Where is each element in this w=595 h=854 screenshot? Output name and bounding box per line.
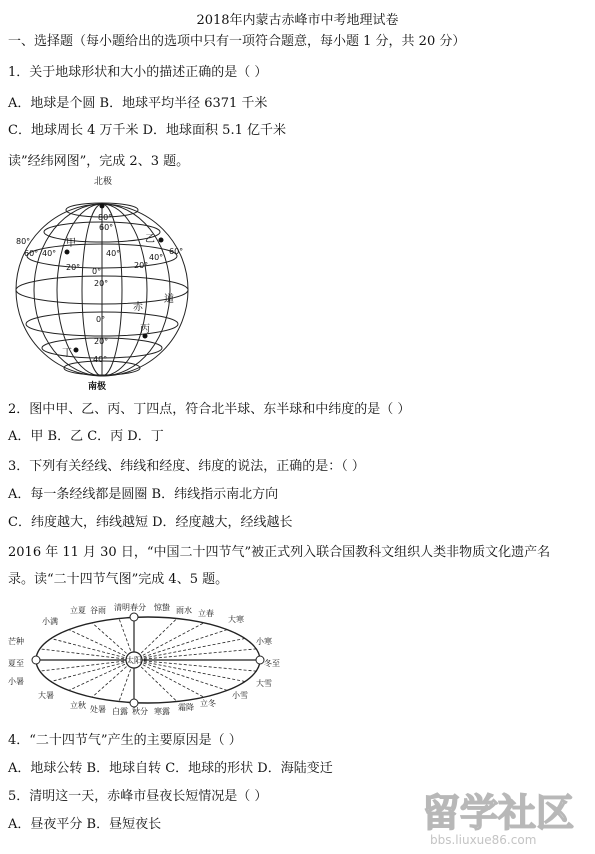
lat-label: 40°: [106, 249, 121, 258]
solar-term-label: 夏至: [8, 659, 24, 668]
solar-term-label: 立冬: [200, 699, 216, 708]
lat-label: 20°: [66, 263, 81, 272]
solar-terms-figure: [6, 600, 290, 722]
lat-label: 20°: [134, 261, 149, 270]
lat-label: 80°: [16, 237, 31, 246]
lat-label: 60°: [169, 247, 184, 256]
solar-term-label: 立秋: [70, 701, 86, 710]
solar-term-label: 清明: [114, 603, 130, 612]
solar-term-label: 小雪: [232, 691, 248, 700]
watermark-text: 留学社区: [422, 791, 575, 835]
latitude-longitude-globe-figure: [14, 172, 194, 394]
question-3-options-cd: C．纬度越大，纬线越短 D．经度越大，经线越长: [8, 515, 293, 530]
question-5-options: A．昼夜平分 B．昼短夜长: [8, 817, 162, 832]
solar-term-label: 冬至: [264, 659, 280, 668]
term-radial-line: [134, 660, 177, 702]
solar-term-label: 小寒: [256, 637, 272, 646]
term-radial-line: [134, 660, 204, 697]
term-radial-line: [134, 639, 245, 661]
north-pole-point: [100, 204, 105, 209]
equator-label: 道: [164, 294, 174, 305]
solar-term-label: 惊蛰: [154, 603, 170, 612]
equator-label: 赤: [133, 302, 143, 313]
point-label: 丙: [140, 324, 150, 335]
point-label: 丁: [62, 348, 72, 359]
lat-label: 60°: [24, 249, 39, 258]
intro-paragraph-line-2: 录。读“二十四节气图”完成 4、5 题。: [8, 572, 229, 587]
lat-label: 20°: [94, 279, 109, 288]
term-radial-line: [40, 660, 134, 671]
question-1-options-cd: C．地球周长 4 万千米 D．地球面积 5.1 亿千米: [8, 123, 286, 138]
lat-label: 60°: [99, 223, 114, 232]
solar-term-label: 白露: [112, 707, 128, 716]
solar-term-label: 寒露: [154, 707, 170, 716]
term-radial-line: [69, 660, 134, 690]
solar-term-label: 谷雨: [90, 606, 106, 615]
term-radial-line: [134, 623, 204, 660]
solar-term-label: 霜降: [178, 703, 194, 712]
term-radial-line: [134, 618, 177, 660]
lat-label: 80°: [98, 213, 113, 222]
north-pole-label: 北极: [94, 177, 113, 187]
solar-term-label: 芒种: [8, 637, 24, 646]
question-1: 1．关于地球形状和大小的描述正确的是（ ）: [8, 65, 268, 80]
point-label: 甲: [66, 238, 76, 249]
lon-label: 0°: [92, 267, 102, 276]
page-title: 2018年内蒙古赤峰市中考地理试卷: [196, 13, 399, 28]
lat-label: 40°: [93, 355, 108, 364]
term-radial-line: [134, 660, 245, 682]
earth-position-marker: [32, 656, 40, 664]
term-radial-line: [69, 630, 134, 660]
earth-position-marker: [130, 699, 138, 707]
section-heading: 一、选择题（每小题给出的选项中只有一项符合题意，每小题 1 分，共 20 分）: [8, 34, 466, 49]
question-5: 5．清明这一天，赤峰市昼夜长短情况是（ ）: [8, 789, 268, 804]
question-2: 2．图中甲、乙、丙、丁四点，符合北半球、东半球和中纬度的是（ ）: [8, 402, 411, 417]
earth-position-marker: [256, 656, 264, 664]
earth-position-marker: [130, 613, 138, 621]
question-1-options-ab: A．地球是个圆 B．地球平均半径 6371 千米: [8, 96, 268, 111]
lat-label: 0°: [96, 315, 106, 324]
south-pole-label: 南极: [88, 382, 107, 392]
solar-term-label: 小暑: [8, 677, 24, 686]
read-instruction-1: 读”经纬网图”，完成 2、3 题。: [8, 154, 190, 169]
question-2-options: A．甲 B．乙 C．丙 D．丁: [8, 429, 164, 444]
point-label: 乙: [145, 234, 155, 245]
watermark-logo: [420, 782, 590, 848]
lat-label: 20°: [94, 337, 109, 346]
question-4-options: A．地球公转 B．地球自转 C．地球的形状 D．海陆变迁: [8, 761, 333, 776]
lat-label: 40°: [42, 249, 57, 258]
solar-term-label: 立春: [198, 609, 214, 618]
solar-term-label: 处暑: [90, 705, 106, 714]
solar-term-label: 春分: [130, 603, 146, 612]
lat-label: 40°: [149, 253, 164, 262]
solar-term-label: 秋分: [132, 707, 148, 716]
sun-label: 太阳: [126, 656, 142, 665]
solar-term-label: 大寒: [228, 615, 244, 624]
question-3: 3．下列有关经线、纬线和经度、纬度的说法，正确的是：（ ）: [8, 459, 365, 474]
point-jia: [65, 250, 70, 255]
solar-term-label: 大雪: [256, 679, 272, 688]
solar-term-label: 立夏: [70, 606, 86, 615]
point-yi: [159, 238, 164, 243]
point-ding: [74, 348, 79, 353]
solar-term-label: 大暑: [38, 691, 54, 700]
solar-term-label: 雨水: [176, 606, 192, 615]
solar-term-label: 小满: [42, 617, 58, 626]
question-4: 4．“二十四节气”产生的主要原因是（ ）: [8, 733, 242, 748]
term-radial-line: [40, 649, 134, 660]
question-3-options-ab: A．每一条经线都是圆圈 B．纬线指示南北方向: [8, 487, 279, 502]
intro-paragraph-line-1: 2016 年 11 月 30 日，“中国二十四节气”被正式列入联合国教科文组织人类非物质文化遗产名: [8, 545, 551, 560]
watermark-url: bbs.liuxue86.com: [430, 833, 537, 847]
